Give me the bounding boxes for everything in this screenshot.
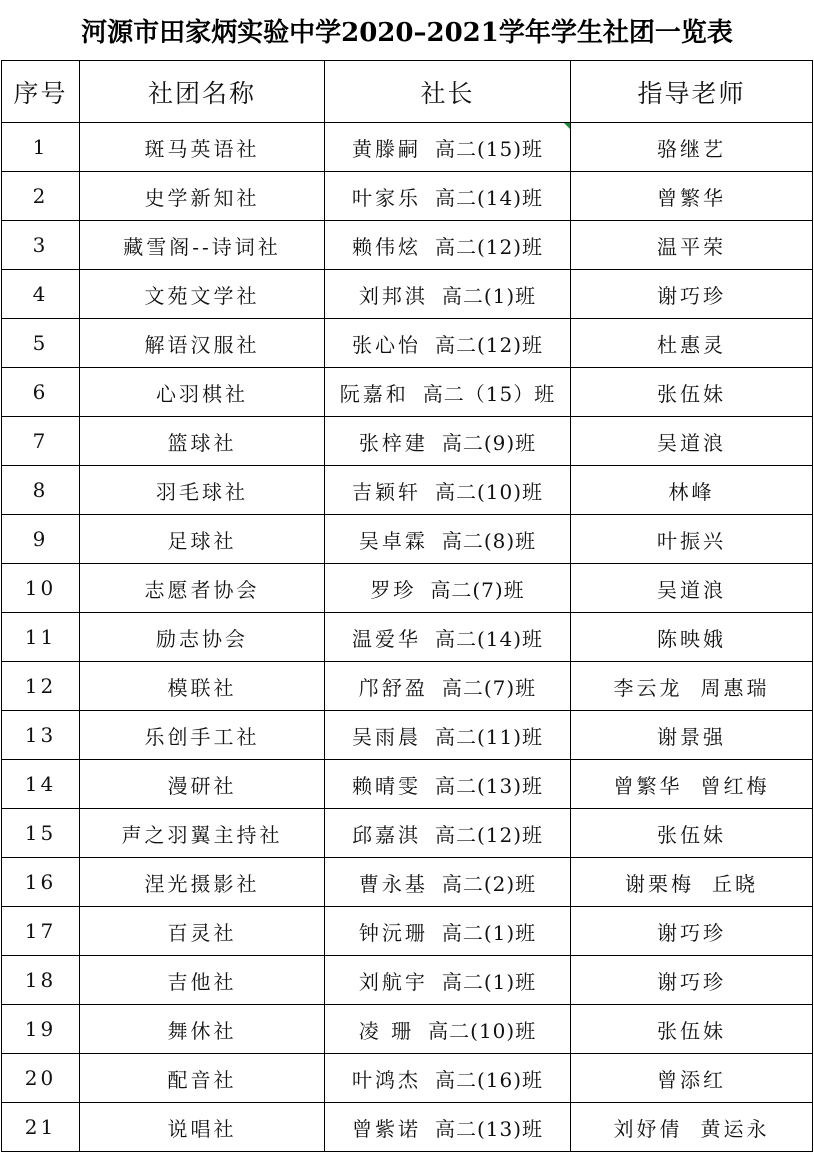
president-name: 张心怡	[351, 332, 421, 357]
cell-index[interactable]: 17	[2, 907, 80, 956]
president-class: 高二(15)班	[434, 136, 544, 161]
table-row	[2, 809, 813, 858]
cell-president[interactable]	[325, 1103, 571, 1152]
cell-advisor[interactable]	[571, 172, 813, 221]
cell-index[interactable]: 20	[2, 1054, 80, 1103]
president-name: 刘航宇	[358, 969, 428, 994]
president-name: 刘邦淇	[358, 283, 428, 308]
cell-club-name[interactable]: 涅光摄影社	[80, 858, 325, 907]
advisor-name: 李云龙	[613, 675, 683, 700]
president-name: 曾紫诺	[351, 1116, 421, 1141]
cell-index[interactable]: 11	[2, 613, 80, 662]
cell-advisor[interactable]	[571, 760, 813, 809]
cell-advisor[interactable]	[571, 907, 813, 956]
table-row	[2, 711, 813, 760]
cell-president[interactable]	[325, 613, 571, 662]
cell-club-name[interactable]: 励志协会	[80, 613, 325, 662]
cell-president[interactable]	[325, 760, 571, 809]
table-row	[2, 1005, 813, 1054]
cell-index[interactable]: 7	[2, 417, 80, 466]
president-class: 高二(1)班	[441, 920, 537, 945]
cell-index[interactable]: 12	[2, 662, 80, 711]
cell-index[interactable]: 3	[2, 221, 80, 270]
advisor-name: 刘妤倩	[613, 1116, 683, 1141]
cell-club-name[interactable]: 文苑文学社	[80, 270, 325, 319]
cell-advisor[interactable]	[571, 711, 813, 760]
advisor-name: 黄运永	[700, 1116, 770, 1141]
table-row	[2, 270, 813, 319]
president-class: 高二(1)班	[441, 283, 537, 308]
president-class: 高二(13)班	[434, 773, 544, 798]
table-row	[2, 564, 813, 613]
cell-president[interactable]	[325, 368, 571, 417]
advisor-name: 曾繁华	[613, 773, 683, 798]
table-row	[2, 319, 813, 368]
cell-president[interactable]	[325, 221, 571, 270]
cell-club-name[interactable]: 吉他社	[80, 956, 325, 1005]
cell-index[interactable]: 15	[2, 809, 80, 858]
cell-index[interactable]: 8	[2, 466, 80, 515]
cell-president[interactable]	[325, 270, 571, 319]
table-row	[2, 1103, 813, 1152]
cell-club-name[interactable]: 说唱社	[80, 1103, 325, 1152]
cell-president[interactable]	[325, 417, 571, 466]
cell-index[interactable]: 5	[2, 319, 80, 368]
president-class: 高二(1)班	[441, 969, 537, 994]
president-class: 高二(13)班	[434, 1116, 544, 1141]
cell-advisor[interactable]	[571, 1054, 813, 1103]
president-name: 张梓建	[358, 430, 428, 455]
club-table	[1, 60, 813, 1152]
cell-index[interactable]: 18	[2, 956, 80, 1005]
cell-advisor[interactable]	[571, 123, 813, 172]
table-row	[2, 515, 813, 564]
advisor-name: 谢巧珍	[657, 920, 726, 945]
table-row	[2, 613, 813, 662]
advisor-name: 吴道浪	[657, 430, 726, 455]
cell-president[interactable]	[325, 319, 571, 368]
header-index[interactable]: 序号	[2, 61, 80, 123]
president-name: 阮嘉和	[339, 381, 409, 406]
header-club-name[interactable]: 社团名称	[80, 61, 325, 123]
cell-president[interactable]	[325, 711, 571, 760]
cell-advisor[interactable]	[571, 368, 813, 417]
table-title: 河源市田家炳实验中学2020–2021学年学生社团一览表	[81, 17, 733, 48]
president-class: 高二(7)班	[430, 577, 525, 602]
table-row	[2, 956, 813, 1005]
advisor-name: 曾红梅	[700, 773, 770, 798]
cell-club-name[interactable]: 斑马英语社	[80, 123, 325, 172]
president-name: 邝舒盈	[358, 675, 428, 700]
president-name: 赖伟炫	[351, 234, 421, 259]
advisor-name: 叶振兴	[657, 528, 726, 553]
cell-president[interactable]	[325, 172, 571, 221]
table-row	[2, 858, 813, 907]
header-president[interactable]: 社长	[325, 61, 571, 123]
cell-club-name[interactable]: 志愿者协会	[80, 564, 325, 613]
cell-index[interactable]: 14	[2, 760, 80, 809]
president-class: 高二(12)班	[434, 822, 544, 847]
advisor-name: 温平荣	[657, 234, 726, 259]
advisor-name: 曾添红	[657, 1067, 726, 1092]
cell-club-name[interactable]: 解语汉服社	[80, 319, 325, 368]
president-name: 吴雨晨	[351, 724, 421, 749]
cell-president[interactable]	[325, 956, 571, 1005]
president-name: 凌 珊	[358, 1018, 415, 1043]
president-class: 高二(10)班	[434, 479, 544, 504]
table-row	[2, 123, 813, 172]
president-class: 高二(2)班	[441, 871, 537, 896]
advisor-name: 谢巧珍	[657, 969, 726, 994]
advisor-name: 林峰	[668, 479, 715, 504]
cell-club-name[interactable]: 模联社	[80, 662, 325, 711]
advisor-name: 周惠瑞	[700, 675, 770, 700]
cell-club-name[interactable]: 乐创手工社	[80, 711, 325, 760]
cell-index[interactable]: 2	[2, 172, 80, 221]
president-class: 高二(12)班	[434, 234, 544, 259]
cell-president[interactable]	[325, 466, 571, 515]
president-class: 高二(8)班	[441, 528, 537, 553]
cell-advisor[interactable]	[571, 417, 813, 466]
cell-index[interactable]: 9	[2, 515, 80, 564]
president-class: 高二(14)班	[434, 185, 544, 210]
advisor-name: 骆继艺	[657, 136, 726, 161]
advisor-name: 曾繁华	[657, 185, 726, 210]
cell-club-name[interactable]: 心羽棋社	[80, 368, 325, 417]
cell-club-name[interactable]: 羽毛球社	[80, 466, 325, 515]
president-name: 黄滕嗣	[351, 136, 421, 161]
president-name: 邱嘉淇	[351, 822, 421, 847]
header-row	[2, 61, 813, 123]
president-class: 高二(11)班	[434, 724, 544, 749]
president-name: 吉颖轩	[351, 479, 421, 504]
cell-president[interactable]	[325, 1054, 571, 1103]
president-class: 高二(16)班	[434, 1067, 544, 1092]
cell-president[interactable]	[325, 809, 571, 858]
cell-president[interactable]	[325, 515, 571, 564]
cell-president[interactable]	[325, 564, 571, 613]
cell-club-name[interactable]: 声之羽翼主持社	[80, 809, 325, 858]
cell-advisor[interactable]	[571, 662, 813, 711]
advisor-name: 陈映娥	[657, 626, 726, 651]
cell-advisor[interactable]	[571, 319, 813, 368]
cell-advisor[interactable]	[571, 466, 813, 515]
header-advisor[interactable]: 指导老师	[571, 61, 813, 123]
cell-index[interactable]: 16	[2, 858, 80, 907]
cell-index[interactable]: 10	[2, 564, 80, 613]
cell-index[interactable]: 6	[2, 368, 80, 417]
table-row	[2, 760, 813, 809]
cell-club-name[interactable]: 百灵社	[80, 907, 325, 956]
cell-club-name[interactable]: 漫研社	[80, 760, 325, 809]
cell-advisor[interactable]	[571, 564, 813, 613]
cell-index[interactable]: 21	[2, 1103, 80, 1152]
table-row	[2, 172, 813, 221]
table-row	[2, 466, 813, 515]
president-class: 高二(9)班	[441, 430, 537, 455]
cell-club-name[interactable]: 篮球社	[80, 417, 325, 466]
advisor-name: 杜惠灵	[657, 332, 726, 357]
cell-advisor[interactable]	[571, 956, 813, 1005]
cell-club-name[interactable]: 足球社	[80, 515, 325, 564]
advisor-name: 张伍妹	[657, 822, 726, 847]
president-class: 高二(14)班	[434, 626, 544, 651]
cell-index[interactable]: 19	[2, 1005, 80, 1054]
president-class: 高二(12)班	[434, 332, 544, 357]
cell-advisor[interactable]	[571, 221, 813, 270]
table-row	[2, 662, 813, 711]
table-row	[2, 221, 813, 270]
cell-club-name[interactable]: 舞休社	[80, 1005, 325, 1054]
cell-index[interactable]: 1	[2, 123, 80, 172]
cell-advisor[interactable]	[571, 858, 813, 907]
cell-club-name[interactable]: 史学新知社	[80, 172, 325, 221]
table-row	[2, 417, 813, 466]
table-row	[2, 368, 813, 417]
cell-president[interactable]	[325, 1005, 571, 1054]
president-class: 高二(10)班	[428, 1018, 537, 1043]
table-row	[2, 907, 813, 956]
advisor-name: 吴道浪	[657, 577, 726, 602]
cell-president[interactable]	[325, 123, 571, 172]
president-name: 叶家乐	[351, 185, 421, 210]
president-class: 高二(7)班	[441, 675, 537, 700]
president-name: 钟沅珊	[358, 920, 428, 945]
president-name: 曹永基	[358, 871, 428, 896]
cell-index[interactable]: 13	[2, 711, 80, 760]
president-name: 赖晴雯	[351, 773, 421, 798]
president-name: 罗珍	[370, 577, 417, 602]
president-name: 吴卓霖	[358, 528, 428, 553]
cell-club-name[interactable]: 配音社	[80, 1054, 325, 1103]
cell-advisor[interactable]	[571, 613, 813, 662]
cell-president[interactable]	[325, 907, 571, 956]
cell-advisor[interactable]	[571, 1103, 813, 1152]
cell-advisor[interactable]	[571, 270, 813, 319]
advisor-name: 谢栗梅	[625, 871, 694, 896]
cell-advisor[interactable]	[571, 809, 813, 858]
table-row	[2, 1054, 813, 1103]
comment-marker-icon	[564, 123, 570, 129]
cell-president[interactable]	[325, 662, 571, 711]
cell-president[interactable]	[325, 858, 571, 907]
advisor-name: 谢巧珍	[657, 283, 726, 308]
president-name: 叶鸿杰	[351, 1067, 421, 1092]
cell-index[interactable]: 4	[2, 270, 80, 319]
advisor-name: 张伍妹	[657, 381, 726, 406]
cell-advisor[interactable]	[571, 515, 813, 564]
cell-advisor[interactable]	[571, 1005, 813, 1054]
table-body	[2, 123, 813, 1152]
advisor-name: 丘晓	[712, 871, 758, 896]
president-name: 温爱华	[351, 626, 421, 651]
advisor-name: 张伍妹	[657, 1018, 726, 1043]
president-class: 高二（15）班	[422, 381, 556, 406]
cell-club-name[interactable]: 藏雪阁--诗词社	[80, 221, 325, 270]
advisor-name: 谢景强	[657, 724, 726, 749]
